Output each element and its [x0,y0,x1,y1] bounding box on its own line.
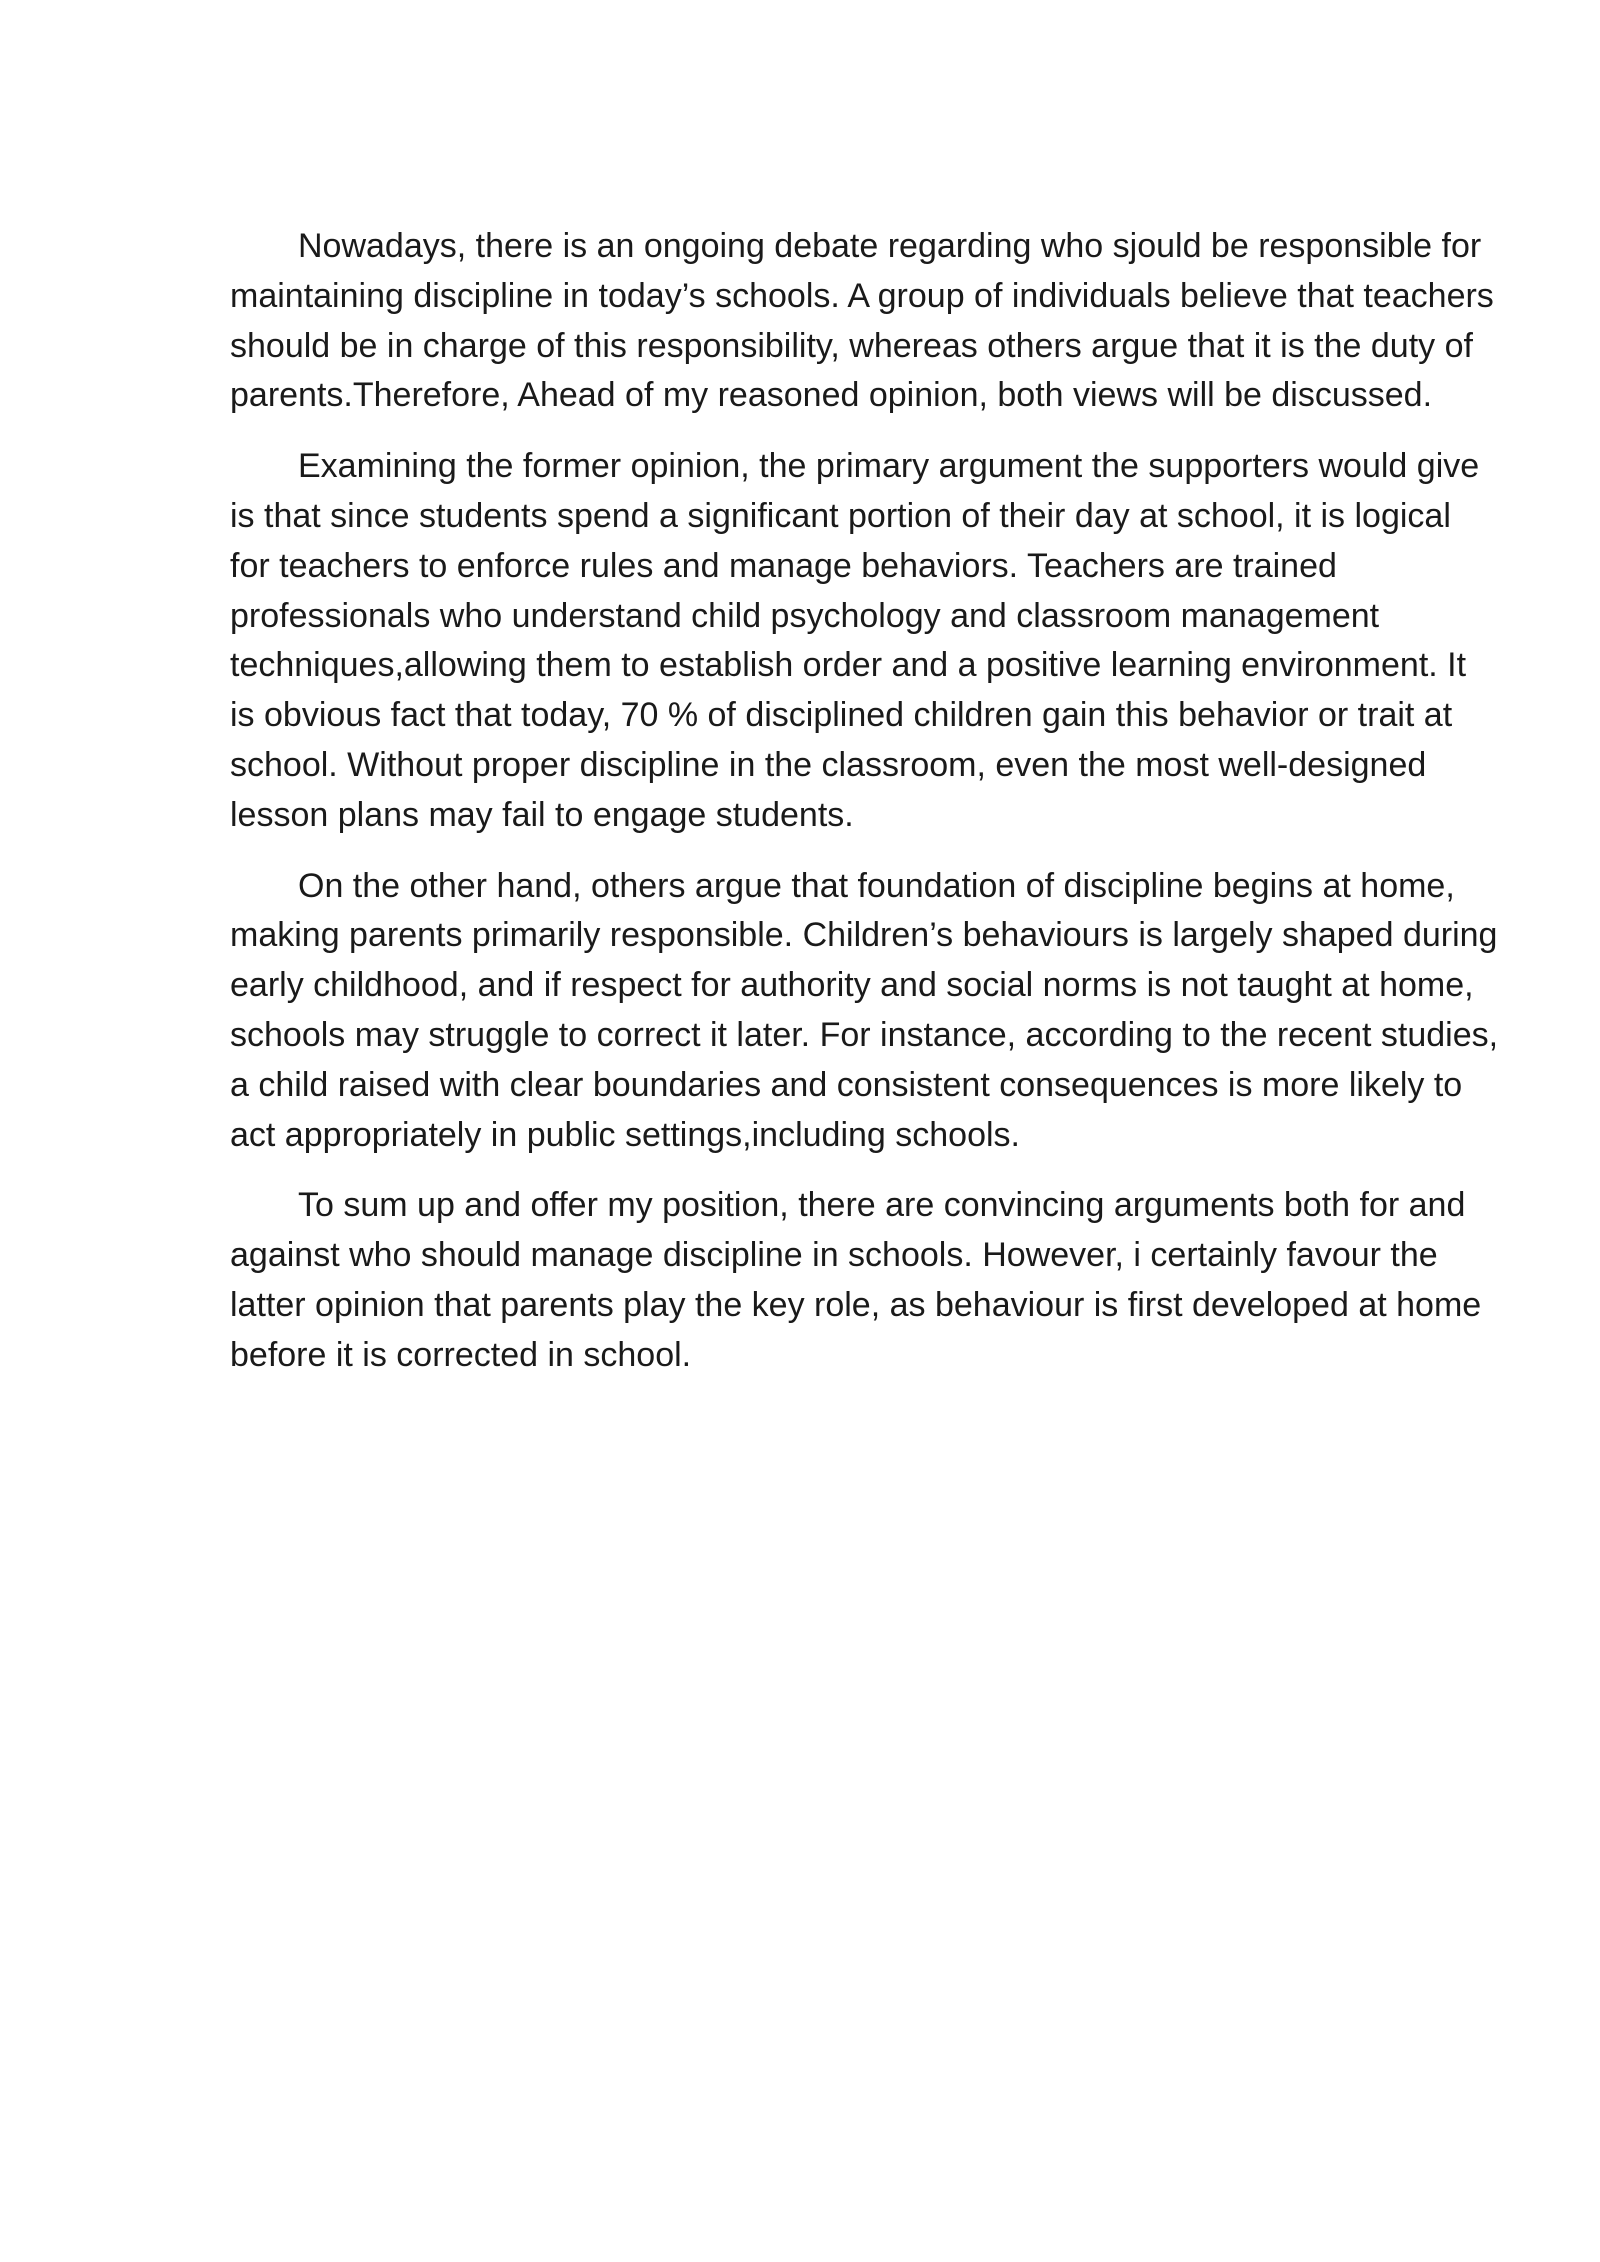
paragraph-introduction: Nowadays, there is an ongoing debate regarding who sjould be responsible for maintaining discipline in today’s schools. A group of individuals believe that teachers should be in charge of this responsibility, whereas others argue that it is the duty of parents.Therefore, Ahead of my reasoned opinion, both views will be discussed. [230,227,1494,415]
paragraph-teachers-view: Examining the former opinion, the primary argument the supporters would give is that since students spend a significant portion of their day at school, it is logical for teachers to enforce rules and manage behaviors. Teachers are trained professionals who understand child psychology and classroom management techniques,allowing them to establish order and a positive learning environment. It is obvious fact that today, 70 % of disciplined children gain this behavior or trait at school. Without proper discipline in the classroom, even the most well-designed lesson plans may fail to engage students. [230,447,1480,834]
paragraph-conclusion: To sum up and offer my position, there are convincing arguments both for and against who should manage discipline in schools. However, i certainly favour the latter opinion that parents play the key role, as behaviour is first developed at home before it is corrected in school. [230,1186,1482,1374]
essay-body [230,222,1500,1402]
paragraph-parents-view: On the other hand, others argue that foundation of discipline begins at home, making parents primarily responsible. Children’s behaviours is largely shaped during early childhood, and if respect for authority and social norms is not taught at home, schools may struggle to correct it later. For instance, according to the recent studies, a child raised with clear boundaries and consistent consequences is more likely to act appropriately in public settings,including schools. [230,866,1499,1154]
